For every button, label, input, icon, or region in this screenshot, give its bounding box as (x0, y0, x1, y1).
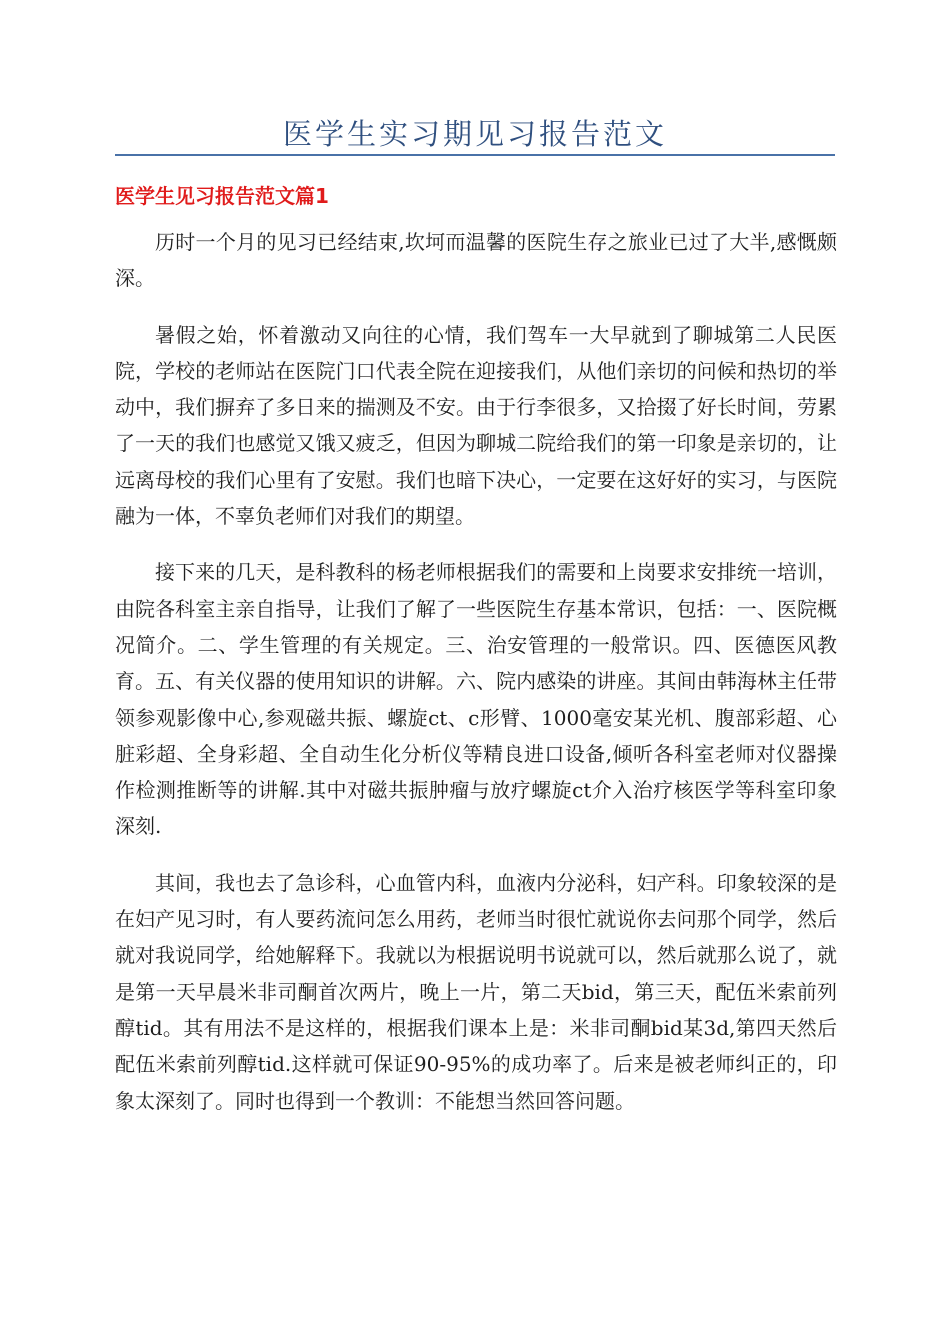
title-underline (115, 154, 835, 156)
body-text (115, 224, 837, 1139)
paragraph-1: 历时一个月的见习已经结束,坎坷而温馨的医院生存之旅业已过了大半,感慨颇深。 (115, 230, 837, 291)
paragraph-2: 暑假之始，怀着激动又向往的心情，我们驾车一大早就到了聊城第二人民医院，学校的老师站在医院门口代表全院在迎接我们，从他们亲切的问候和热切的举动中，我们摒弃了多日来的揣测及不安。由于行李很多，又拾掇了好长时间，劳累了一天的我们也感觉又饿又疲乏，但因为聊城二院给我们的第一印象是亲切的，让远离母校的我们心里有了安慰。我们也暗下决心，一定要在这好好的实习，与医院融为一体，不辜负老师们对我们的期望。 (115, 322, 837, 529)
paragraph-3: 接下来的几天，是科教科的杨老师根据我们的需要和上岗要求安排统一培训，由院各科室主亲自指导，让我们了解了一些医院生存基本常识，包括：一、医院概况简介。二、学生管理的有关规定。三、治安管理的一般常识。四、医德医风教育。五、有关仪器的使用知识的讲解。六、院内感染的讲座。其间由韩海林主任带领参观影像中心,参观磁共振、螺旋ct、c形臂、1000毫安某光机、腹部彩超、心脏彩超、全身彩超、全自动生化分析仪等精良进口设备,倾听各科室老师对仪器操作检测推断等的讲解.其中对磁共振肿瘤与放疗螺旋ct介入治疗核医学等科室印象深刻. (115, 560, 837, 839)
paragraph-4: 其间，我也去了急诊科，心血管内科，血液内分泌科，妇产科。印象较深的是在妇产见习时，有人要药流问怎么用药，老师当时很忙就说你去问那个同学，然后就对我说同学，给她解释下。我就以为根据说明书说就可以，然后就那么说了，就是第一天早晨米非司酮首次两片，晚上一片，第二天bid，第三天，配伍米索前列醇tid。其有用法不是这样的，根据我们课本上是：米非司酮bid某3d,第四天然后配伍米索前列醇tid.这样就可保证90-95%的成功率了。后来是被老师纠正的，印象太深刻了。同时也得到一个教训：不能想当然回答问题。 (115, 870, 837, 1113)
document-title: 医学生实习期见习报告范文 (282, 117, 667, 151)
section-heading: 医学生见习报告范文篇1 (115, 184, 329, 208)
